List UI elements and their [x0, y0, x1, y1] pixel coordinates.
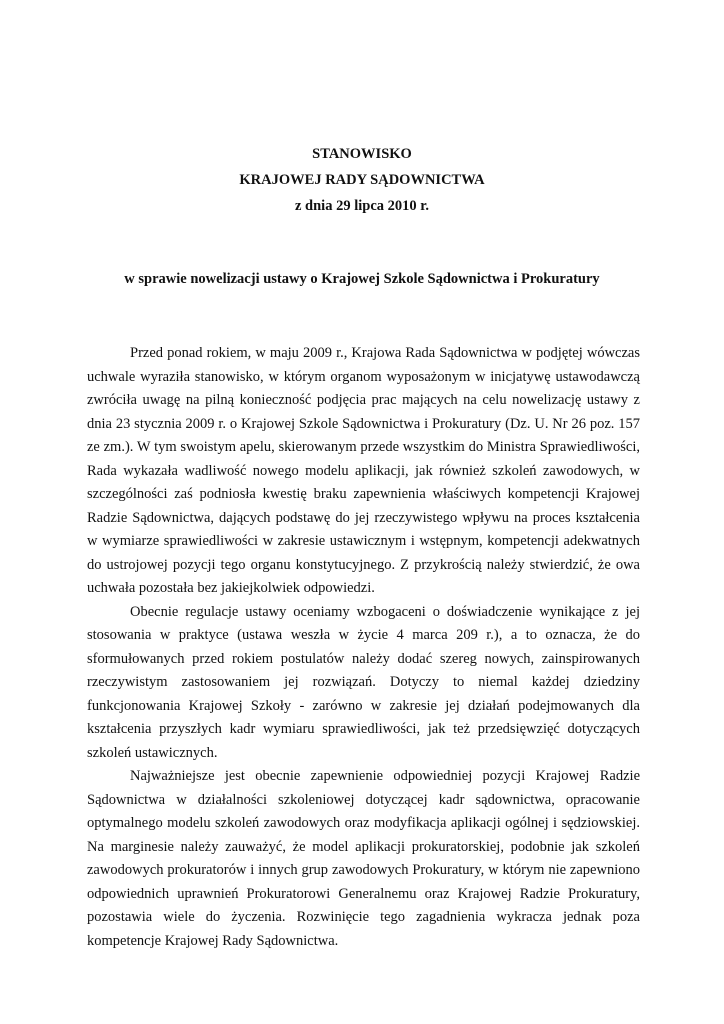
paragraph: Najważniejsze jest obecnie zapewnienie odpowiedniej pozycji Krajowej Radzie Sądownictwa w działalności szkoleniowej dotyczącej kadr sądownictwa, opracowanie optymalnego modelu szkoleń zawodowych oraz modyfikacja aplikacji ogólnej i sędziowskiej. Na marginesie należy zauważyć, że model aplikacji prokuratorskiej, podobnie jak szkoleń zawodowych prokuratorów i innych grup zawodowych Prokuratury, w którym nie zapewniono odpowiednich uprawnień Prokuratorowi Generalnemu oraz Krajowej Radzie Prokuratury, pozostawia wiele do życzenia. Rozwinięcie tego zagadnienia wykracza jednak poza kompetencje Krajowej Rady Sądownictwa.	[87, 768, 640, 949]
paragraph: Obecnie regulacje ustawy oceniamy wzbogaceni o doświadczenie wynikające z jej stosowania w praktyce (ustawa weszła w życie 4 marca 209 r.), a to oznacza, że do sformułowanych przed rokiem postulatów należy dodać szereg nowych, zainspirowanych rzeczywistym zastosowaniem jej rozwiązań. Dotyczy to niemal każdej dziedziny funkcjonowania Krajowej Szkoły - zarówno w zakresie jej działań podejmowanych dla kształcenia przyszłych kadr wymiaru sprawiedliwości, jak też przedsięwzięć dotyczących szkoleń ustawicznych.	[87, 603, 640, 761]
date-heading: z dnia 29 lipca 2010 r.	[294, 198, 429, 214]
document-type-heading: STANOWISKO	[312, 146, 412, 162]
paragraph: Przed ponad rokiem, w maju 2009 r., Krajowa Rada Sądownictwa w podjętej wówczas uchwale wyraziła stanowisko, w którym organom wyposażonym w inicjatywę ustawodawczą zwróciła uwagę na pilną konieczność podjęcia prac mających na celu nowelizację ustawy z dnia 23 stycznia 2009 r. o Krajowej Szkole Sądownictwa i Prokuratury (Dz. U. Nr 26 poz. 157 ze zm.). W tym swoistym apelu, skierowanym przede wszystkim do Ministra Sprawiedliwości, Rada wykazała wadliwość nowego modelu aplikacji, jak również szkoleń zawodowych, w szczególności zaś podniosła kwestię braku zapewnienia właściwych kompetencji Krajowej Radzie Sądownictwa, dających podstawę do jej rzeczywistego wpływu na proces kształcenia w wymiarze sprawiedliwości w zakresie ustawicznym i wstępnym, kompetencji adekwatnych do ustrojowej pozycji tego organu konstytucyjnego. Z przykrością należy stwierdzić, że owa uchwała pozostała bez jakiejkolwiek odpowiedzi.	[87, 345, 640, 596]
issuer-heading: KRAJOWEJ RADY SĄDOWNICTWA	[239, 172, 485, 188]
subject-line: w sprawie nowelizacji ustawy o Krajowej Szkole Sądownictwa i Prokuratury	[124, 271, 600, 287]
document-body	[87, 342, 640, 953]
